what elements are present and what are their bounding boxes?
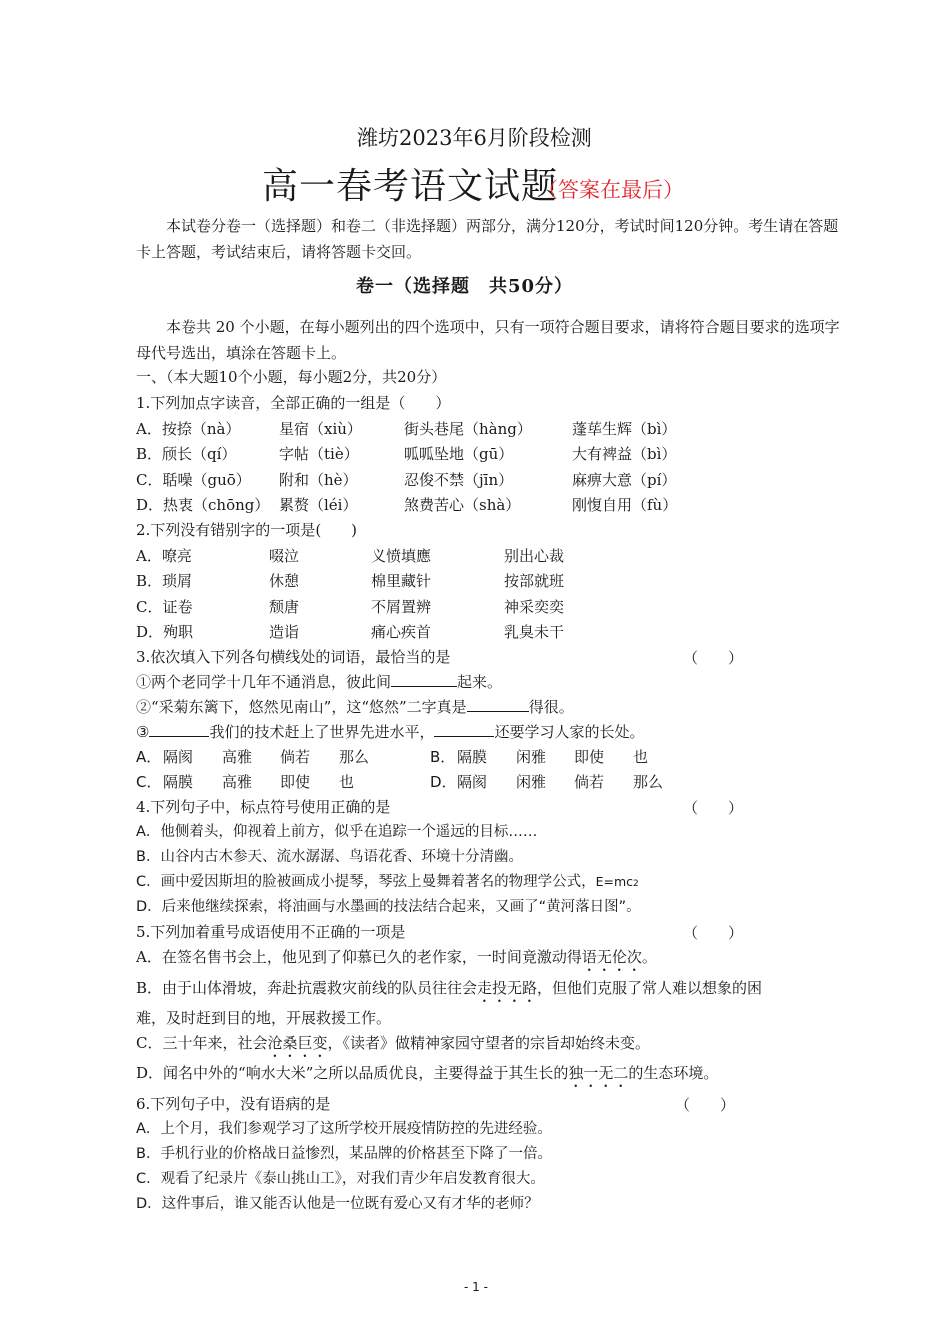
q3-blank-1 — [391, 672, 457, 687]
q5-option-a: A．在签名售书会上，他见到了仰慕已久的老作家，一时间竟激动得语无伦次。 — [136, 948, 657, 966]
q5-option-b: B．由于山体滑坡，奔赴抗震救灾前线的队员往往会走投无路，但他们克服了常人难以想象的困 — [136, 979, 763, 997]
title-note: （答案在最后） — [537, 178, 684, 202]
exam-name: 潍坊2023年6月阶段检测 — [357, 126, 592, 150]
q2-stem: 2.下列没有错别字的一项是( ) — [136, 521, 358, 539]
q3-sentence-2: ②“采菊东篱下，悠然见南山”，这“悠然”二字真是 得很。 — [136, 698, 574, 716]
q3-answer-paren: （ ） — [683, 649, 744, 667]
q5-stem: 5.下列加着重号成语使用不正确的一项是 — [136, 923, 406, 941]
q3-sentence-1: ①两个老同学十几年不通消息，彼此间 起来。 — [136, 673, 503, 691]
q1-stem: 1.下列加点字读音，全部正确的一组是（ ） — [136, 394, 451, 412]
q6-answer-paren: （ ） — [675, 1096, 736, 1114]
q6-option-c: C．观看了纪录片《泰山挑山工》，对我们青少年启发教育很大。 — [136, 1171, 545, 1187]
q5-option-d: D．闻名中外的“响水大米”之所以品质优良，主要得益于其生长的独一无二的生态环境。 — [136, 1064, 719, 1082]
volume-instruction: 本卷共 20 个小题，在每小题列出的四个选项中，只有一项符合题目要求，请将符合题目要求的选项字母代号选出，填涂在答题卡上。 — [136, 318, 840, 362]
section-title: 一、（本大题10个小题，每小题2分，共20分） — [136, 368, 447, 386]
q4-option-b: B．山谷内古木参天、流水潺潺、鸟语花香、环境十分清幽。 — [136, 849, 523, 865]
q4-option-a: A．他侧着头，仰视着上前方，似乎在追踪一个遥远的目标…… — [136, 824, 538, 840]
q3-blank-2 — [467, 697, 529, 712]
q5-option-c: C．三十年来，社会沧桑巨变，《读者》做精神家园守望者的宗旨却始终未变。 — [136, 1034, 651, 1052]
volume-title: 卷一（选择题 共50分） — [356, 276, 574, 297]
q3-sentence-3: ③ 我们的技术赶上了世界先进水平， 还要学习人家的长处。 — [136, 723, 645, 741]
q5-option-b-cont: 难，及时赶到目的地，开展救援工作。 — [136, 1009, 392, 1027]
q3-blank-3 — [149, 722, 209, 737]
page-number: - 1 - — [464, 1280, 488, 1294]
q6-option-b: B．手机行业的价格战日益惨烈，某品牌的价格甚至下降了一倍。 — [136, 1146, 552, 1162]
q5-answer-paren: （ ） — [683, 924, 744, 942]
q4-option-d: D．后来他继续探索，将油画与水墨画的技法结合起来，又画了“黄河落日图”。 — [136, 899, 641, 915]
q3-stem: 3.依次填入下列各句横线处的词语，最恰当的是 — [136, 648, 451, 666]
q6-option-d: D．这件事后，谁又能否认他是一位既有爱心又有才华的老师？ — [136, 1196, 539, 1212]
q6-option-a: A．上个月，我们参观学习了这所学校开展疫情防控的先进经验。 — [136, 1121, 552, 1137]
q3-blank-4 — [434, 722, 494, 737]
page-title: 高一春考语文试题 — [262, 166, 559, 207]
q4-option-c: C．画中爱因斯坦的脸被画成小提琴，琴弦上曼舞着著名的物理学公式，E=mc2 — [136, 874, 639, 890]
q6-stem: 6.下列句子中，没有语病的是 — [136, 1095, 331, 1113]
q4-stem: 4.下列句子中，标点符号使用正确的是 — [136, 798, 391, 816]
q4-answer-paren: （ ） — [683, 799, 744, 817]
intro-paragraph: 本试卷分卷一（选择题）和卷二（非选择题）两部分，满分120分，考试时间120分钟。考生请在答题卡上答题，考试结束后，请将答题卡交回。 — [136, 217, 839, 261]
